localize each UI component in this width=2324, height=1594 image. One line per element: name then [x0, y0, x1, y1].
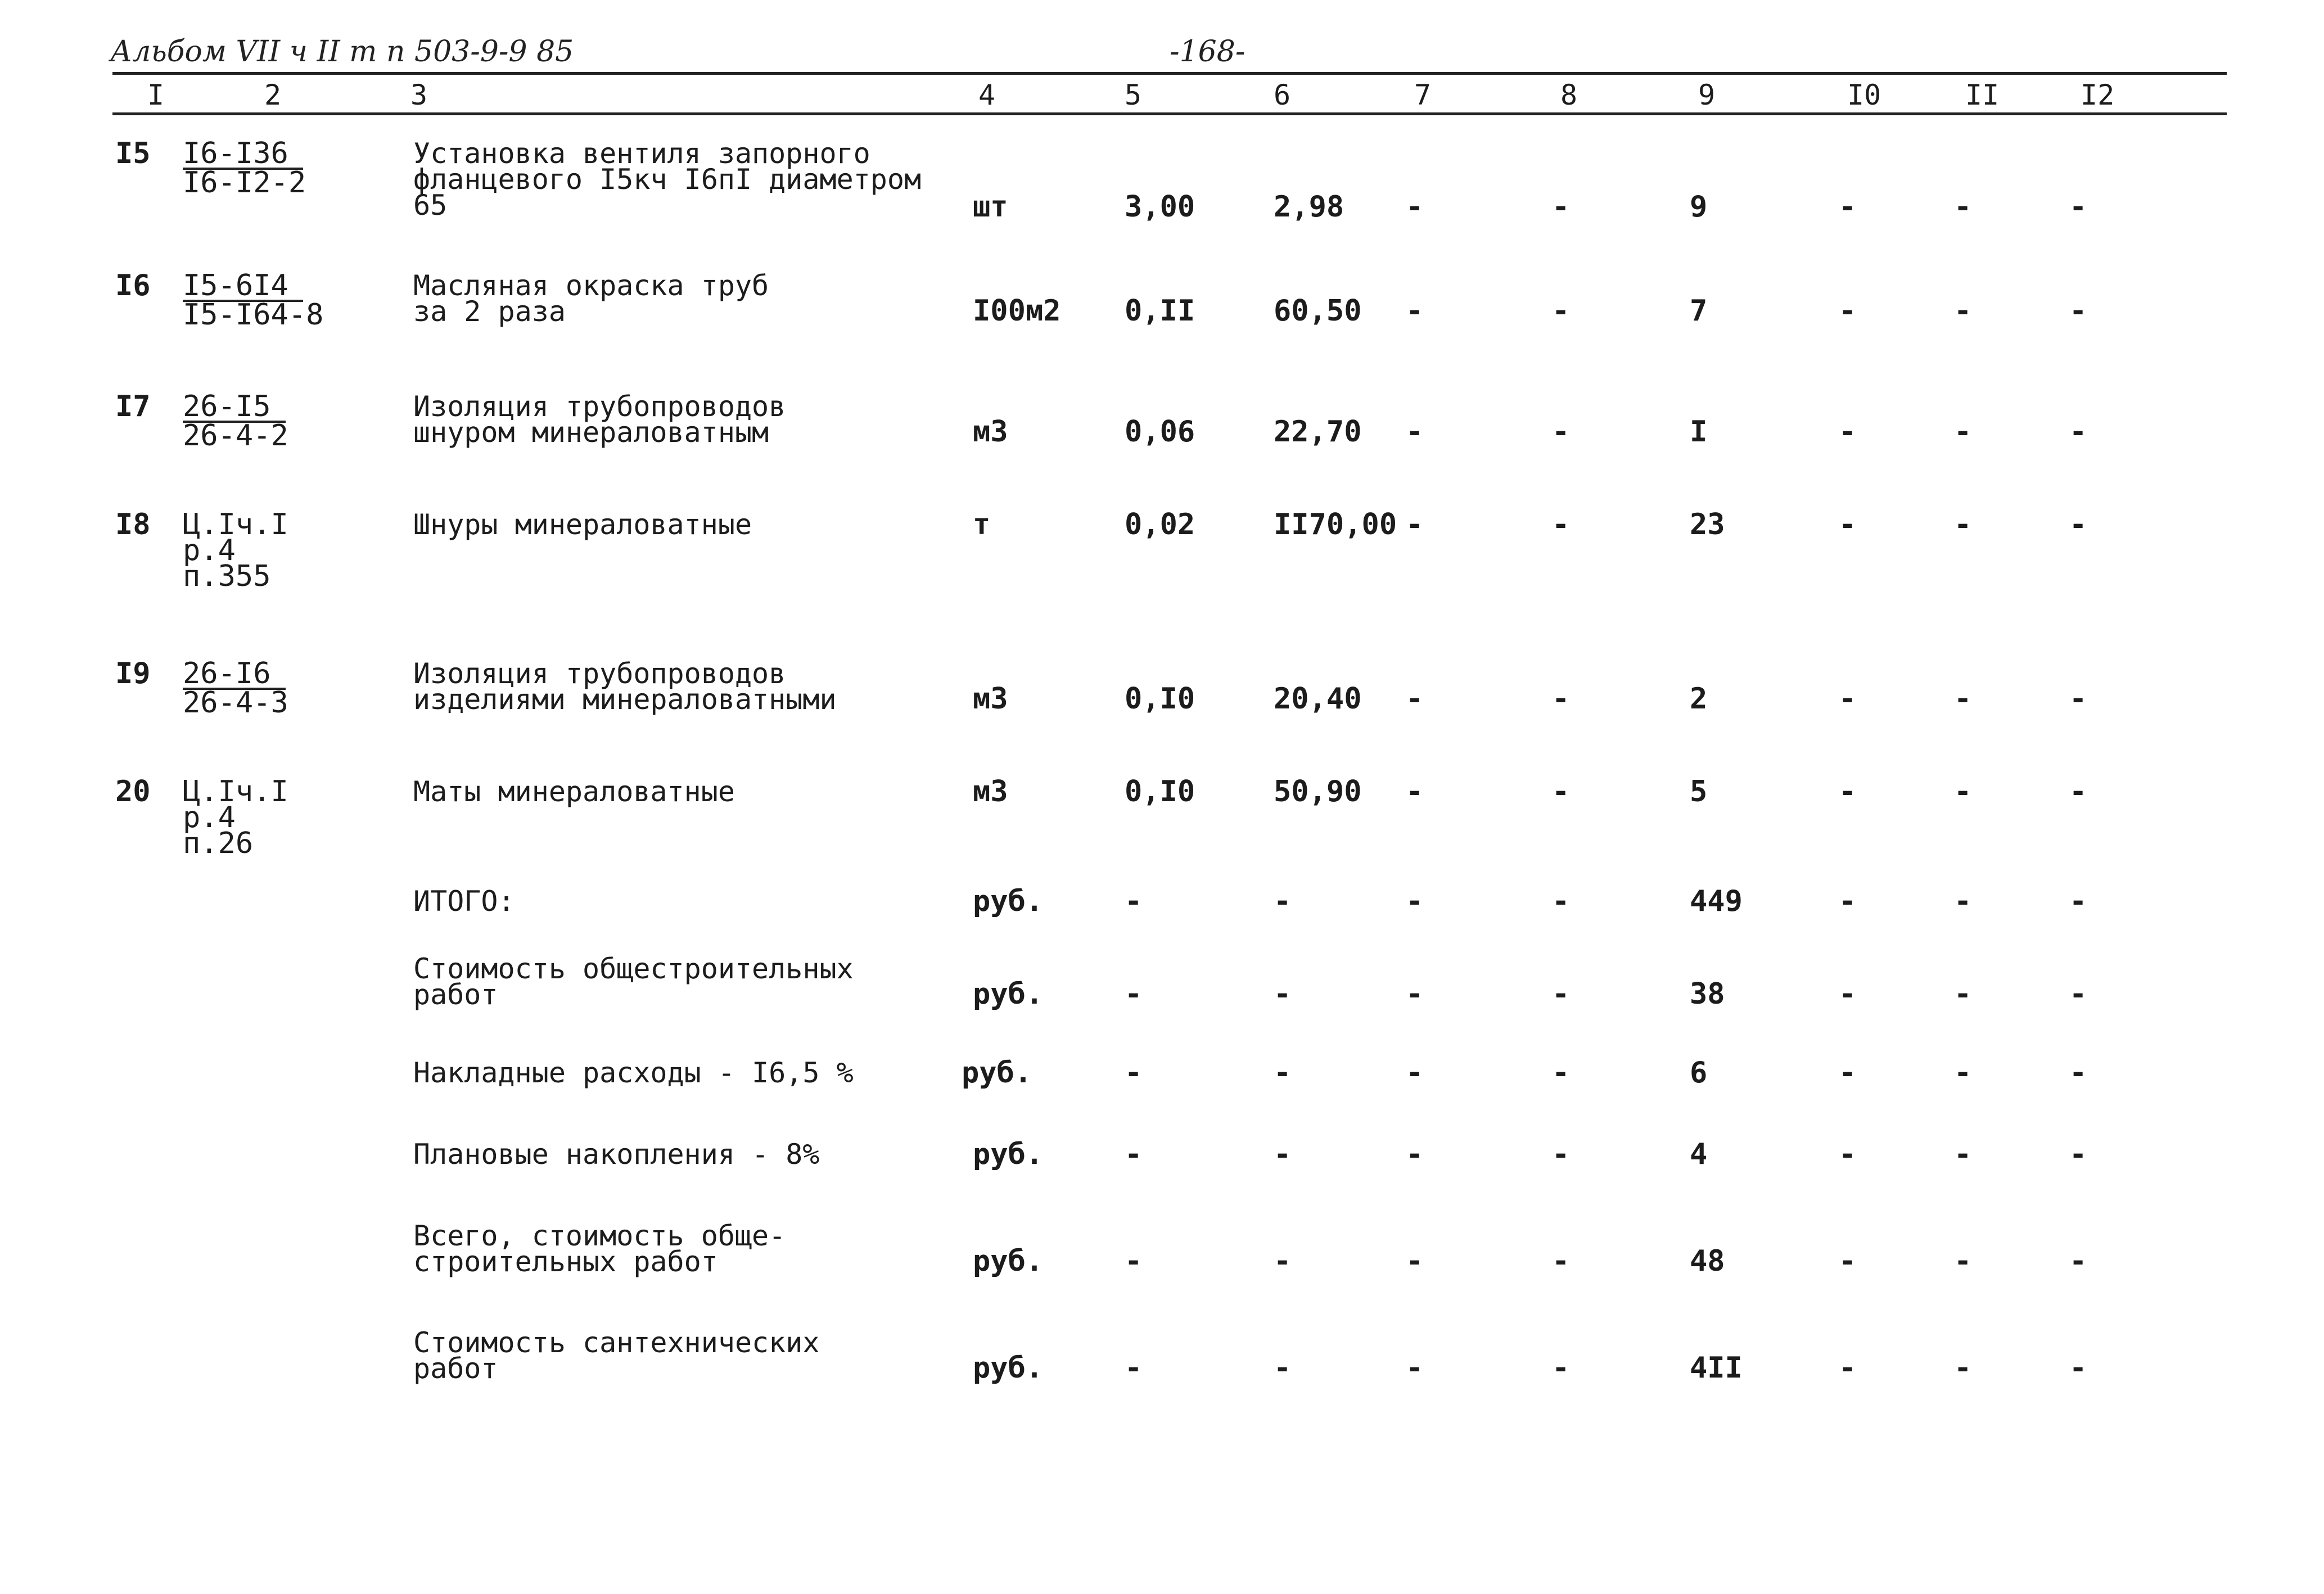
column-number-8: 8 [1560, 79, 1578, 111]
table-row-num: I9 [115, 657, 151, 690]
page-number: -168- [1170, 35, 1246, 69]
cell-total: 23 [1690, 508, 1725, 541]
cell-col8: - [1552, 977, 1570, 1011]
column-number-6: 6 [1274, 79, 1291, 111]
cell-col12: - [2069, 190, 2087, 224]
cell-col10: - [1839, 415, 1857, 449]
row-code-bottom: I6-I2-2 [183, 166, 306, 200]
header-rule-bottom [112, 112, 2227, 115]
row-code [183, 390, 288, 453]
cell-col10: - [1839, 1351, 1857, 1385]
cell-unit: м3 [973, 682, 1008, 716]
cell-col11: - [1954, 508, 1972, 541]
cell-col11: - [1954, 775, 1972, 809]
cell-col12: - [2069, 884, 2087, 918]
column-number-11: II [1965, 79, 2000, 111]
cell-unit: руб. [973, 884, 1044, 918]
cell-total: 38 [1690, 977, 1725, 1011]
row-code [183, 657, 288, 720]
column-number-10: I0 [1847, 79, 1881, 111]
cell-col12: - [2069, 682, 2087, 716]
cell-col8: - [1552, 775, 1570, 809]
row-code-top: 26-I6 [183, 661, 286, 690]
desc-line: работ [413, 978, 498, 1011]
cell-quantity: 0,I0 [1125, 775, 1195, 809]
summary-description [413, 952, 854, 1011]
desc-line: изделиями минераловатными [413, 683, 837, 716]
cell-total: 2 [1690, 682, 1708, 716]
cell-quantity: - [1125, 977, 1143, 1011]
desc-line: Шнуры минераловатные [413, 508, 752, 541]
cell-col7: - [1406, 884, 1424, 918]
cell-unit-price: - [1274, 1137, 1292, 1171]
cell-unit-price: - [1274, 977, 1292, 1011]
cell-col12: - [2069, 977, 2087, 1011]
row-code-line: р.4 [183, 801, 236, 834]
cell-col10: - [1839, 682, 1857, 716]
cell-unit-price: - [1274, 1056, 1292, 1090]
row-code [183, 269, 324, 332]
album-reference: Альбом VII ч II т п 503-9-9 85 [110, 35, 574, 69]
summary-description [413, 885, 515, 918]
desc-line: строительных работ [413, 1245, 718, 1278]
cell-col7: - [1406, 775, 1424, 809]
cell-col11: - [1954, 682, 1972, 716]
row-code [183, 775, 288, 860]
summary-description [413, 1056, 854, 1089]
cell-col12: - [2069, 508, 2087, 541]
cell-col11: - [1954, 884, 1972, 918]
row-code-bottom: I5-I64-8 [183, 298, 324, 332]
cell-col10: - [1839, 190, 1857, 224]
row-code [183, 137, 306, 200]
cell-total: 6 [1690, 1056, 1708, 1090]
cell-col7: - [1406, 977, 1424, 1011]
column-number-12: I2 [2081, 79, 2115, 111]
cell-col7: - [1406, 508, 1424, 541]
row-description [413, 508, 752, 541]
row-description [413, 657, 837, 716]
cell-col7: - [1406, 1351, 1424, 1385]
cell-total: 4II [1690, 1351, 1743, 1385]
row-code-top: 26-I5 [183, 394, 286, 423]
cell-col7: - [1406, 415, 1424, 449]
cell-unit-price: II70,00 [1274, 508, 1397, 541]
cell-quantity: 0,I0 [1125, 682, 1195, 716]
desc-line: Маты минераловатные [413, 775, 735, 808]
cell-quantity: - [1125, 884, 1143, 918]
cell-unit-price: 20,40 [1274, 682, 1362, 716]
desc-line: ИТОГО: [413, 885, 515, 918]
desc-line: Всего, стоимость обще- [413, 1220, 786, 1252]
cell-unit: руб. [973, 1137, 1044, 1171]
cell-col7: - [1406, 1137, 1424, 1171]
row-code-top: I5-6I4 [183, 273, 303, 302]
desc-line: шнуром минераловатным [413, 416, 769, 449]
row-code-bottom: 26-4-3 [183, 686, 288, 720]
row-code-line: п.26 [183, 827, 254, 860]
header-rule-top [112, 72, 2227, 75]
cell-quantity: 0,06 [1125, 415, 1195, 449]
cell-col11: - [1954, 1244, 1972, 1278]
cell-col8: - [1552, 1056, 1570, 1090]
summary-description [413, 1220, 786, 1278]
table-row-num: I5 [115, 137, 151, 170]
row-description [413, 137, 922, 222]
cell-total: I [1690, 415, 1708, 449]
cell-col10: - [1839, 884, 1857, 918]
cell-unit: руб. [962, 1056, 1032, 1090]
cell-unit: руб. [973, 1244, 1044, 1278]
cell-col8: - [1552, 190, 1570, 224]
cell-unit-price: 50,90 [1274, 775, 1362, 809]
cell-col7: - [1406, 682, 1424, 716]
cell-unit-price: - [1274, 1244, 1292, 1278]
cell-col10: - [1839, 1244, 1857, 1278]
desc-line: за 2 раза [413, 295, 566, 328]
row-code-line: Ц.Iч.I [183, 775, 288, 809]
cell-col10: - [1839, 1137, 1857, 1171]
cell-total: 7 [1690, 294, 1708, 328]
cell-quantity: 0,II [1125, 294, 1195, 328]
cell-total: 5 [1690, 775, 1708, 809]
desc-line: Стоимость сантехнических [413, 1326, 820, 1359]
desc-line: фланцевого I5кч I6пI диаметром [413, 163, 922, 196]
desc-line: Изоляция трубопроводов [413, 657, 786, 690]
row-code-top: I6-I36 [183, 141, 303, 170]
row-code-line: п.355 [183, 559, 271, 593]
cell-col10: - [1839, 294, 1857, 328]
cell-quantity: - [1125, 1056, 1143, 1090]
cell-unit: т [973, 508, 991, 541]
row-code-line: р.4 [183, 534, 236, 567]
cell-col11: - [1954, 1137, 1972, 1171]
column-number-7: 7 [1414, 79, 1432, 111]
row-code-line: Ц.Iч.I [183, 508, 288, 541]
cell-col8: - [1552, 1244, 1570, 1278]
table-row-num: I8 [115, 508, 151, 541]
desc-line: Накладные расходы - I6,5 % [413, 1056, 854, 1089]
cell-total: 9 [1690, 190, 1708, 224]
cell-total: 4 [1690, 1137, 1708, 1171]
cell-unit: шт [973, 190, 1008, 224]
cell-col12: - [2069, 1244, 2087, 1278]
table-row-num: I7 [115, 390, 151, 423]
cell-col10: - [1839, 977, 1857, 1011]
cell-col11: - [1954, 1056, 1972, 1090]
cell-quantity: 3,00 [1125, 190, 1195, 224]
cell-unit-price: - [1274, 1351, 1292, 1385]
row-code-bottom: 26-4-2 [183, 419, 288, 453]
cell-col10: - [1839, 775, 1857, 809]
cell-quantity: - [1125, 1244, 1143, 1278]
cell-unit: I00м2 [973, 294, 1061, 328]
desc-line: Установка вентиля запорного [413, 137, 870, 170]
cell-quantity: - [1125, 1137, 1143, 1171]
desc-line: Стоимость общестроительных [413, 952, 854, 985]
cell-col8: - [1552, 294, 1570, 328]
cell-total: 449 [1690, 884, 1743, 918]
column-number-3: 3 [410, 79, 428, 111]
cell-unit: руб. [973, 977, 1044, 1011]
cell-col11: - [1954, 977, 1972, 1011]
desc-line: работ [413, 1352, 498, 1385]
cell-col8: - [1552, 415, 1570, 449]
desc-line: Изоляция трубопроводов [413, 390, 786, 423]
cell-col8: - [1552, 508, 1570, 541]
cell-col12: - [2069, 1137, 2087, 1171]
row-code [183, 508, 288, 593]
row-description [413, 775, 735, 808]
cell-unit: м3 [973, 415, 1008, 449]
column-number-9: 9 [1698, 79, 1716, 111]
cell-col12: - [2069, 1056, 2087, 1090]
cell-col11: - [1954, 294, 1972, 328]
cell-col8: - [1552, 682, 1570, 716]
cell-col8: - [1552, 1351, 1570, 1385]
desc-line: 65 [413, 189, 448, 222]
column-number-1: I [147, 79, 165, 111]
cell-col8: - [1552, 884, 1570, 918]
cell-col7: - [1406, 294, 1424, 328]
cell-unit: м3 [973, 775, 1008, 809]
table-row-num: 20 [115, 775, 151, 809]
cell-unit-price: 60,50 [1274, 294, 1362, 328]
cell-total: 48 [1690, 1244, 1725, 1278]
cell-unit-price: 22,70 [1274, 415, 1362, 449]
cell-col10: - [1839, 1056, 1857, 1090]
cell-col10: - [1839, 508, 1857, 541]
cell-col12: - [2069, 294, 2087, 328]
cell-unit: руб. [973, 1351, 1044, 1385]
cell-col7: - [1406, 1244, 1424, 1278]
cell-col12: - [2069, 775, 2087, 809]
column-number-4: 4 [978, 79, 996, 111]
column-number-2: 2 [264, 79, 282, 111]
desc-line: Плановые накопления - 8% [413, 1138, 820, 1171]
desc-line: Масляная окраска труб [413, 269, 769, 302]
cell-col12: - [2069, 415, 2087, 449]
row-description [413, 269, 769, 328]
summary-description [413, 1138, 820, 1171]
cell-col11: - [1954, 1351, 1972, 1385]
cell-quantity: - [1125, 1351, 1143, 1385]
cell-col11: - [1954, 190, 1972, 224]
cell-col7: - [1406, 190, 1424, 224]
cell-quantity: 0,02 [1125, 508, 1195, 541]
cell-col7: - [1406, 1056, 1424, 1090]
cell-col11: - [1954, 415, 1972, 449]
cell-unit-price: - [1274, 884, 1292, 918]
cell-col12: - [2069, 1351, 2087, 1385]
summary-description [413, 1326, 820, 1385]
cell-unit-price: 2,98 [1274, 190, 1344, 224]
cell-col8: - [1552, 1137, 1570, 1171]
row-description [413, 390, 786, 449]
column-number-5: 5 [1125, 79, 1142, 111]
table-row-num: I6 [115, 269, 151, 302]
